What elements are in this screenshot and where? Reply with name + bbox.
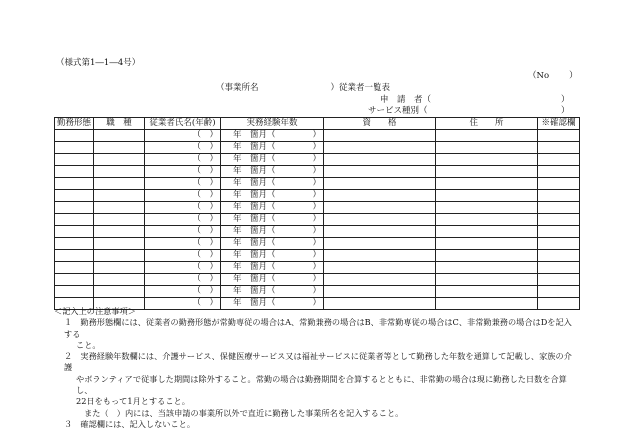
cell-address[interactable]	[436, 130, 538, 142]
cell-job-type[interactable]	[94, 250, 145, 262]
cell-employee-name[interactable]	[145, 166, 221, 178]
cell-job-type[interactable]	[94, 202, 145, 214]
cell-experience-years[interactable]	[221, 130, 324, 142]
cell-confirmation[interactable]	[538, 166, 580, 178]
cell-employment-type[interactable]	[55, 226, 94, 238]
table-header-row	[55, 118, 580, 130]
cell-employee-name[interactable]	[145, 250, 221, 262]
age-parens: （ ）	[192, 298, 218, 308]
cell-employee-name[interactable]	[145, 178, 221, 190]
cell-address[interactable]	[436, 142, 538, 154]
table-row	[55, 214, 580, 226]
years-months-label: 年 箇月（	[233, 286, 276, 296]
applicant-close: ）	[561, 95, 570, 105]
header-experience-years: 実務経験年数	[221, 118, 324, 130]
age-parens: （ ）	[192, 274, 218, 284]
years-close-paren: ）	[312, 286, 321, 296]
cell-employment-type[interactable]	[55, 130, 94, 142]
years-months-label: 年 箇月（	[233, 274, 276, 284]
cell-qualification[interactable]	[324, 202, 436, 214]
cell-employment-type[interactable]	[55, 154, 94, 166]
cell-address[interactable]	[436, 178, 538, 190]
header-employee-name: 従業者氏名(年齢)	[145, 118, 221, 130]
cell-experience-years[interactable]	[221, 190, 324, 202]
cell-experience-years[interactable]	[221, 142, 324, 154]
note-1: １ 勤務形態欄には、従業者の勤務形態が常勤専従の場合はA、常勤兼務の場合はB、非常勤専従の場合はC、非常勤兼務の場合はDを記入する	[64, 317, 572, 339]
cell-qualification[interactable]	[324, 190, 436, 202]
cell-job-type[interactable]	[94, 130, 145, 142]
years-close-paren: ）	[312, 250, 321, 260]
cell-employment-type[interactable]	[55, 286, 94, 298]
age-parens: （ ）	[192, 286, 218, 296]
years-months-label: 年 箇月（	[233, 238, 276, 248]
cell-job-type[interactable]	[94, 262, 145, 274]
cell-address[interactable]	[436, 250, 538, 262]
cell-employment-type[interactable]	[55, 142, 94, 154]
years-months-label: 年 箇月（	[233, 154, 276, 164]
table-row	[55, 166, 580, 178]
cell-confirmation[interactable]	[538, 154, 580, 166]
cell-qualification[interactable]	[324, 238, 436, 250]
cell-employment-type[interactable]	[55, 202, 94, 214]
age-parens: （ ）	[192, 190, 218, 200]
cell-experience-years[interactable]	[221, 154, 324, 166]
table-row	[55, 262, 580, 274]
cell-experience-years[interactable]	[221, 274, 324, 286]
cell-job-type[interactable]	[94, 238, 145, 250]
table-row	[55, 178, 580, 190]
cell-qualification[interactable]	[324, 130, 436, 142]
header-job-type: 職 種	[94, 118, 145, 130]
note-2-cont: やボランティアで従事した期間は除外すること。常勤の場合は勤務期間を合算するとともに、非常勤の場合は現に勤務した日数を合算し、	[76, 373, 567, 396]
cell-confirmation[interactable]	[538, 286, 580, 298]
age-parens: （ ）	[192, 130, 218, 140]
cell-job-type[interactable]	[94, 226, 145, 238]
table-row	[55, 286, 580, 298]
note-2-cont2: 22日をもって1月とすること。	[76, 396, 190, 407]
years-close-paren: ）	[312, 166, 321, 176]
cell-confirmation[interactable]	[538, 250, 580, 262]
note-2-also: また（ ）内には、当該申請の事業所以外で直近に勤務した事業所名を記入すること。	[84, 407, 404, 418]
years-close-paren: ）	[312, 262, 321, 272]
years-months-label: 年 箇月（	[233, 178, 276, 188]
cell-qualification[interactable]	[324, 178, 436, 190]
cell-employment-type[interactable]	[55, 274, 94, 286]
table-row	[55, 238, 580, 250]
age-parens: （ ）	[192, 178, 218, 188]
header-employment-type: 勤務形態	[55, 118, 94, 130]
notes-section	[54, 306, 574, 430]
cell-confirmation[interactable]	[538, 190, 580, 202]
cell-address[interactable]	[436, 274, 538, 286]
age-parens: （ ）	[192, 238, 218, 248]
service-type-field: サービス種別（	[368, 106, 428, 116]
cell-address[interactable]	[436, 190, 538, 202]
cell-address[interactable]	[436, 238, 538, 250]
cell-confirmation[interactable]	[538, 214, 580, 226]
years-months-label: 年 箇月（	[233, 298, 276, 308]
cell-employment-type[interactable]	[55, 178, 94, 190]
cell-confirmation[interactable]	[538, 142, 580, 154]
years-months-label: 年 箇月（	[233, 250, 276, 260]
cell-address[interactable]	[436, 226, 538, 238]
years-months-label: 年 箇月（	[233, 226, 276, 236]
cell-confirmation[interactable]	[538, 202, 580, 214]
cell-employee-name[interactable]	[145, 142, 221, 154]
table-row	[55, 130, 580, 142]
cell-employee-name[interactable]	[145, 154, 221, 166]
cell-experience-years[interactable]	[221, 286, 324, 298]
cell-address[interactable]	[436, 262, 538, 274]
table-row	[55, 190, 580, 202]
cell-confirmation[interactable]	[538, 226, 580, 238]
years-close-paren: ）	[312, 154, 321, 164]
cell-confirmation[interactable]	[538, 238, 580, 250]
cell-job-type[interactable]	[94, 178, 145, 190]
table-row	[55, 202, 580, 214]
header-qualification: 資 格	[324, 118, 436, 130]
cell-job-type[interactable]	[94, 142, 145, 154]
age-parens: （ ）	[192, 154, 218, 164]
note-2: ２ 実務経験年数欄には、介護サービス、保健医療サービス又は福祉サービスに従業者等として勤務した年数を通算して記載し、家族の介護	[64, 351, 572, 373]
years-months-label: 年 箇月（	[233, 190, 276, 200]
years-close-paren: ）	[312, 298, 321, 308]
cell-confirmation[interactable]	[538, 262, 580, 274]
years-months-label: 年 箇月（	[233, 130, 276, 140]
cell-address[interactable]	[436, 214, 538, 226]
age-parens: （ ）	[192, 142, 218, 152]
cell-job-type[interactable]	[94, 214, 145, 226]
age-parens: （ ）	[192, 262, 218, 272]
years-months-label: 年 箇月（	[233, 262, 276, 272]
cell-employment-type[interactable]	[55, 262, 94, 274]
cell-job-type[interactable]	[94, 166, 145, 178]
employee-table	[54, 117, 580, 310]
cell-confirmation[interactable]	[538, 178, 580, 190]
table-row	[55, 226, 580, 238]
service-type-close: ）	[561, 106, 570, 116]
cell-employee-name[interactable]	[145, 274, 221, 286]
cell-experience-years[interactable]	[221, 262, 324, 274]
cell-employment-type[interactable]	[55, 250, 94, 262]
cell-address[interactable]	[436, 286, 538, 298]
notes-heading: ＜記入上の注意事項＞	[54, 306, 136, 316]
table-row	[55, 154, 580, 166]
cell-qualification[interactable]	[324, 226, 436, 238]
cell-experience-years[interactable]	[221, 226, 324, 238]
applicant-field: 申 請 者（	[380, 95, 432, 105]
cell-qualification[interactable]	[324, 214, 436, 226]
years-months-label: 年 箇月（	[233, 166, 276, 176]
years-close-paren: ）	[312, 130, 321, 140]
cell-experience-years[interactable]	[221, 202, 324, 214]
years-months-label: 年 箇月（	[233, 142, 276, 152]
years-close-paren: ）	[312, 214, 321, 224]
years-close-paren: ）	[312, 178, 321, 188]
cell-employee-name[interactable]	[145, 130, 221, 142]
cell-confirmation[interactable]	[538, 274, 580, 286]
years-months-label: 年 箇月（	[233, 202, 276, 212]
cell-employee-name[interactable]	[145, 214, 221, 226]
header-confirmation: ※確認欄	[538, 118, 580, 130]
cell-employment-type[interactable]	[55, 166, 94, 178]
form-number: （様式第1―1―4号）	[56, 58, 141, 68]
age-parens: （ ）	[192, 226, 218, 236]
cell-qualification[interactable]	[324, 166, 436, 178]
years-close-paren: ）	[312, 142, 321, 152]
header-address: 住 所	[436, 118, 538, 130]
cell-qualification[interactable]	[324, 274, 436, 286]
cell-employee-name[interactable]	[145, 190, 221, 202]
cell-employee-name[interactable]	[145, 238, 221, 250]
cell-job-type[interactable]	[94, 274, 145, 286]
cell-experience-years[interactable]	[221, 214, 324, 226]
age-parens: （ ）	[192, 214, 218, 224]
cell-qualification[interactable]	[324, 142, 436, 154]
years-close-paren: ）	[312, 226, 321, 236]
cell-qualification[interactable]	[324, 250, 436, 262]
cell-address[interactable]	[436, 154, 538, 166]
years-close-paren: ）	[312, 238, 321, 248]
table-row	[55, 250, 580, 262]
cell-job-type[interactable]	[94, 286, 145, 298]
cell-job-type[interactable]	[94, 190, 145, 202]
cell-employment-type[interactable]	[55, 214, 94, 226]
years-close-paren: ）	[312, 274, 321, 284]
cell-employee-name[interactable]	[145, 286, 221, 298]
note-3: ３ 確認欄には、記入しないこと。	[64, 418, 196, 429]
note-1-cont: こと。	[76, 339, 101, 350]
cell-employment-type[interactable]	[55, 238, 94, 250]
table-row	[55, 274, 580, 286]
cell-qualification[interactable]	[324, 286, 436, 298]
years-months-label: 年 箇月（	[233, 214, 276, 224]
cell-experience-years[interactable]	[221, 178, 324, 190]
no-label: （No ）	[528, 71, 578, 81]
age-parens: （ ）	[192, 202, 218, 212]
cell-employee-name[interactable]	[145, 202, 221, 214]
page-title: （事業所名 ）従業者一覧表	[216, 83, 391, 93]
cell-experience-years[interactable]	[221, 250, 324, 262]
cell-address[interactable]	[436, 202, 538, 214]
cell-employee-name[interactable]	[145, 226, 221, 238]
cell-experience-years[interactable]	[221, 166, 324, 178]
cell-address[interactable]	[436, 166, 538, 178]
cell-confirmation[interactable]	[538, 130, 580, 142]
table-row	[55, 142, 580, 154]
cell-experience-years[interactable]	[221, 238, 324, 250]
age-parens: （ ）	[192, 166, 218, 176]
age-parens: （ ）	[192, 250, 218, 260]
cell-qualification[interactable]	[324, 154, 436, 166]
years-close-paren: ）	[312, 202, 321, 212]
cell-job-type[interactable]	[94, 154, 145, 166]
cell-employee-name[interactable]	[145, 262, 221, 274]
cell-employment-type[interactable]	[55, 190, 94, 202]
cell-qualification[interactable]	[324, 262, 436, 274]
years-close-paren: ）	[312, 190, 321, 200]
